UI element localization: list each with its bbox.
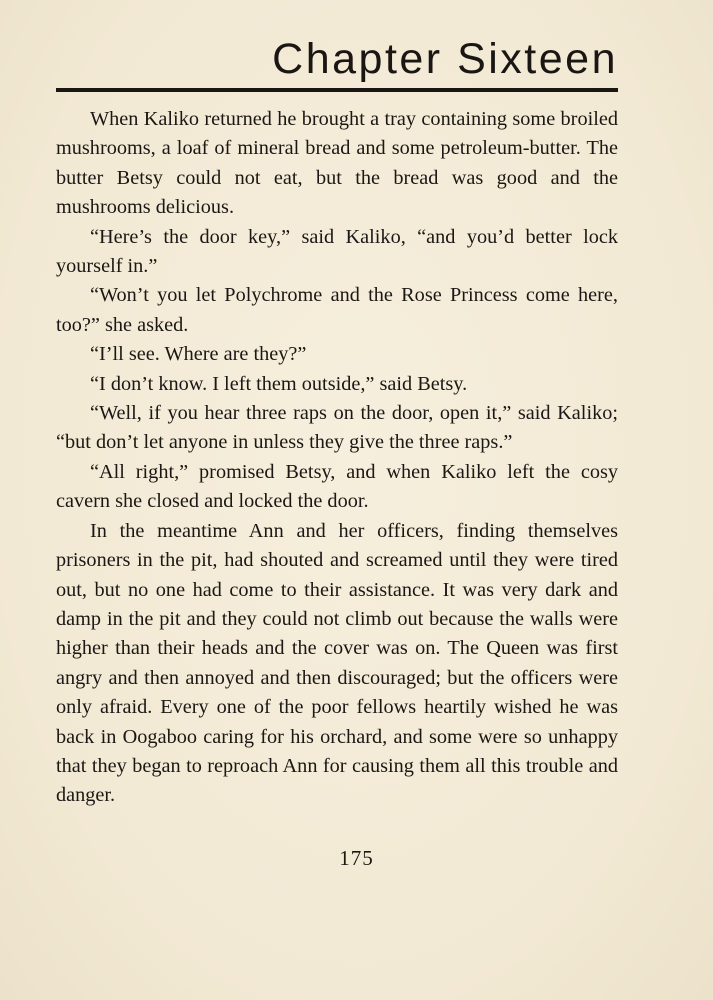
chapter-heading: Chapter Sixteen: [272, 35, 618, 83]
paragraph: “I don’t know. I left them outside,” said Betsy.: [90, 372, 468, 395]
paragraph: “Here’s the door key,” said Kaliko, “and you’d better lock yourself in.”: [56, 225, 618, 278]
page-number: 175: [339, 846, 374, 870]
paragraph: When Kaliko returned he brought a tray containing some broiled mushrooms, a loaf of mineral bread and some petroleum-butter. The butter Betsy could not eat, but the bread was good and the mushrooms delicious.: [56, 108, 618, 219]
paragraph: “I’ll see. Where are they?”: [90, 343, 307, 366]
body-text: [56, 105, 618, 811]
paragraph: “Won’t you let Polychrome and the Rose Princess come here, too?” she asked.: [56, 284, 618, 336]
heading-rule: [56, 88, 618, 92]
paragraph: “All right,” promised Betsy, and when Kaliko left the cosy cavern she closed and locked the door.: [56, 460, 618, 513]
paragraph: “Well, if you hear three raps on the door, open it,” said Kaliko; “but don’t let anyone in unless they give the three raps.”: [56, 402, 618, 454]
paragraph: In the meantime Ann and her officers, finding themselves prisoners in the pit, had shouted and screamed until they were tired out, but no one had come to their assistance. It was very dark and damp in the pit and they could not climb out because the walls were higher than their heads and the cover was on. The Queen was first angry and then annoyed and then discouraged; but the officers were only afraid. Every one of the poor fellows heartily wished he was back in Oogaboo caring for his orchard, and some were so unhappy that they began to reproach Ann for causing them all this trouble and danger.: [56, 519, 618, 807]
